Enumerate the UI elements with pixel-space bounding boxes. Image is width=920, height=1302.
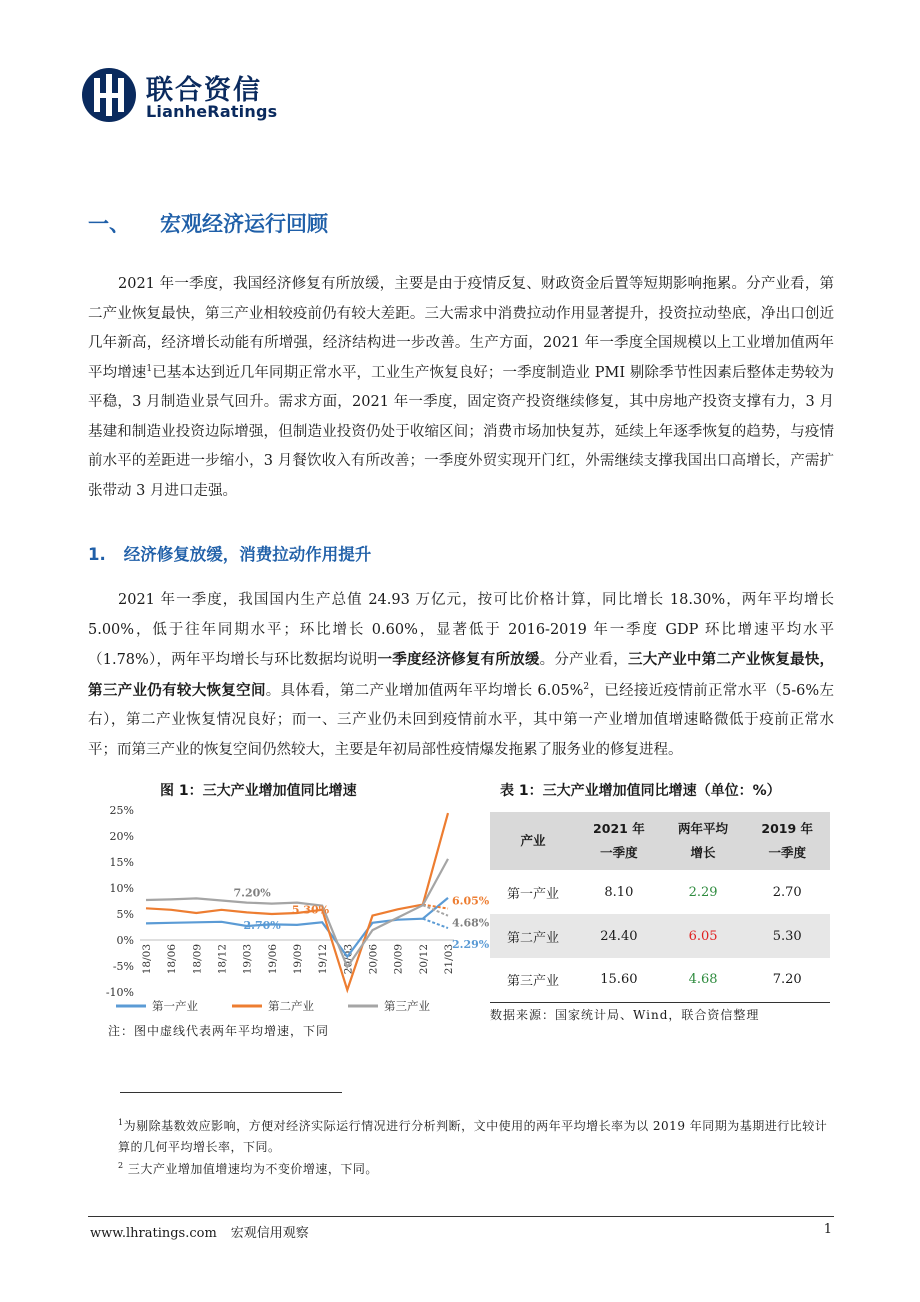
table-row [490,914,830,958]
industry-growth-table [490,812,830,1003]
table-row [490,870,830,914]
table-header-line: 增长 [690,845,716,860]
table-cell-2021q1: 8.10 [604,884,634,900]
chart-annotation-label: 5.30% [291,903,330,917]
chart-y-tick-label: 5% [116,908,134,921]
chart-x-tick-label: 21/03 [443,944,455,975]
page-number: 1 [823,1222,832,1237]
chart-annotation-label: 7.20% [233,886,271,900]
logo-text-cn: 联合资信 [146,75,262,106]
table-cell-2019q1: 2.70 [772,884,802,900]
subsection-heading [88,541,371,565]
para2-bold-1: 一季度经济修复有所放缓 [377,651,540,668]
table-header-line: 2019 年 [761,821,814,836]
table-title: 表 1：三大产业增加值同比增速（单位：%） [500,783,781,799]
chart-annotations [234,887,490,952]
table-cell-2019q1: 5.30 [744,914,830,958]
chart-y-tick-label: 10% [109,882,134,895]
chart-y-tick-label: 25% [109,804,134,817]
table-cell-2y-avg: 6.05 [662,914,745,958]
chart-x-tick-label: 19/03 [241,944,254,975]
table-cell-2021q1: 15.60 [600,972,638,988]
company-logo [80,66,280,126]
logo-text-en: LianheRatings [146,102,278,121]
chart-legend-label: 第三产业 [384,999,430,1013]
table-cell-2021q1: 24.40 [576,914,662,958]
footnote-2-text: 三大产业增加值增速均为不变价增速，下同。 [123,1162,378,1176]
chart-x-tick-label: 19/09 [292,944,304,975]
para2-text-b: 。分产业看， [539,652,628,668]
paragraph-overview [88,270,834,506]
chart-y-tick-label: 0% [116,934,134,947]
chart-x-tick-label: 19/12 [317,944,330,975]
footnote-ref-2: 2 [583,681,590,692]
chart-legend [116,999,430,1013]
para2-text-a: 2021 年一季度，我国国内生产总值 24.93 万亿元，按可比价格计算，同比增长 18.30%，两年平均增长 5.00%，低于往年同期水平；环比增长 0.60%，显著低于 2016-2019 年一季度 GDP 环比增速平均水平（1.78%），两年平均增长与环比数据均说明 [88,592,834,668]
para2-text-d: ，已经接近疫情前正常水平（5-6%左右），第二产业恢复情况良好；而一、三产业仍未回到疫情前水平，其中第一产业增加值增速略微低于疫前正常水平；而第三产业的恢复空间仍然较大，主要是年初局部性疫情爆发拖累了服务业的修复进程。 [88,682,834,758]
table-header-2021q1 [576,812,662,870]
para2-text-c: 。具体看，第二产业增加值两年平均增长 6.05% [265,682,584,699]
chart-x-tick-label: 18/09 [191,944,204,975]
footnote-1 [118,1112,828,1158]
chart-x-axis [141,944,455,975]
table-header-industry [490,812,576,870]
chart-series-avg-dash-1 [423,919,448,928]
chart-x-tick-label: 20/12 [417,944,430,975]
footnote-ref-1: 1 [146,363,153,374]
chart-y-axis [106,804,134,999]
footer-left [90,1222,323,1241]
chart-annotation-label: 4.68% [452,916,490,930]
table-header-2019q1 [744,812,830,870]
chart-annotation-label: 6.05% [452,894,490,908]
chart-y-tick-label: 15% [109,856,134,869]
table-row [490,958,830,1002]
para1-text-b: 已基本达到近几年同期正常水平，工业生产恢复良好；一季度制造业 PMI 剔除季节性因素后整体走势较为平稳，3 月制造业景气回升。需求方面，2021 年一季度，固定资产投资继续修复，其中房地产投资支撑有力，3 月基建和制造业投资边际增强，但制造业投资仍处于收缩区间；消费市场加快复苏，延续上年逐季恢复的趋势，与疫情前水平的差距进一步缩小，3 月餐饮收入有所改善；一季度外贸实现开门红，外需继续支撑我国出口高增长，产需扩张带动 3 月进口走强。 [88,364,835,499]
chart-legend-label: 第一产业 [152,999,198,1013]
chart-y-tick-label: -5% [112,960,134,973]
table-header-2y-avg [662,812,745,870]
table-header-line: 一季度 [600,845,638,860]
table-header-row [490,812,830,870]
chart-legend-label: 第二产业 [268,999,314,1013]
table-cell-industry: 第二产业 [490,914,576,958]
figure-note: 注：图中虚线代表两年平均增速，下同 [108,1024,330,1038]
chart-x-tick-label: 20/09 [392,944,405,975]
section-title: 宏观经济运行回顾 [160,212,328,236]
industry-growth-chart [96,800,490,1020]
chart-x-tick-label: 20/03 [342,944,355,975]
table-cell-industry: 第一产业 [507,886,560,902]
table-cell-2y-avg: 2.29 [688,884,718,900]
paragraph-gdp [88,586,834,765]
table-source: 数据来源：国家统计局、Wind，联合资信整理 [490,1008,760,1022]
section-heading [88,208,328,238]
section-number: 一、 [88,212,130,236]
figure-title: 图 1：三大产业增加值同比增速 [160,783,357,799]
table-header-line: 两年平均 [678,821,729,836]
footnote-2-mark: 2 [118,1161,124,1170]
lianhe-logo-icon [80,66,138,124]
chart-x-tick-label: 20/06 [367,944,380,975]
footer-site-link[interactable]: www.lhratings.com [90,1226,217,1241]
table-header-line: 一季度 [768,845,806,860]
footer-divider [88,1216,834,1217]
footnote-1-mark: 1 [118,1118,124,1127]
chart-annotation-label: 2.29% [452,938,490,952]
para1-text-a: 2021 年一季度，我国经济修复有所放缓，主要是由于疫情反复、财政资金后置等短期影响拖累。分产业看，第二产业恢复最快，第三产业相较疫前仍有较大差距。三大需求中消费拉动作用显著提升，投资拉动垫底，净出口创近几年新高，经济增长动能有所增强，经济结构进一步改善。生产方面，2021 年一季度全国规模以上工业增加值两年平均增速 [88,276,834,381]
subsection-title: 经济修复放缓，消费拉动作用提升 [123,545,372,564]
chart-x-tick-label: 19/06 [266,944,279,975]
chart-x-tick-label: 18/06 [166,944,179,975]
footnote-divider [120,1092,342,1093]
table-header-line: 2021 年 [593,821,645,836]
table-cell-2y-avg: 4.68 [688,972,718,988]
subsection-number: 1. [88,545,106,564]
para2-bold-2: 三大产业中第二产业恢复最快，第三产业仍有较大恢复空间 [88,651,835,699]
table-cell-industry: 第三产业 [507,974,560,990]
chart-y-tick-label: 20% [109,830,134,843]
table-header-line: 产业 [520,833,546,848]
chart-y-tick-label: -10% [105,986,134,999]
footnote-2 [118,1155,828,1180]
table-cell-2019q1: 7.20 [772,972,802,988]
chart-x-tick-label: 18/12 [216,944,229,975]
footer-publication-name: 宏观信用观察 [230,1226,309,1241]
chart-annotation-label: 2.70% [243,918,281,932]
chart-x-tick-label: 18/03 [141,944,153,975]
footnote-1-text: 为剔除基数效应影响，方便对经济实际运行情况进行分析判断，文中使用的两年平均增长率为以 2019 年同期为基期进行比较计算的几何平均增长率，下同。 [118,1119,828,1154]
